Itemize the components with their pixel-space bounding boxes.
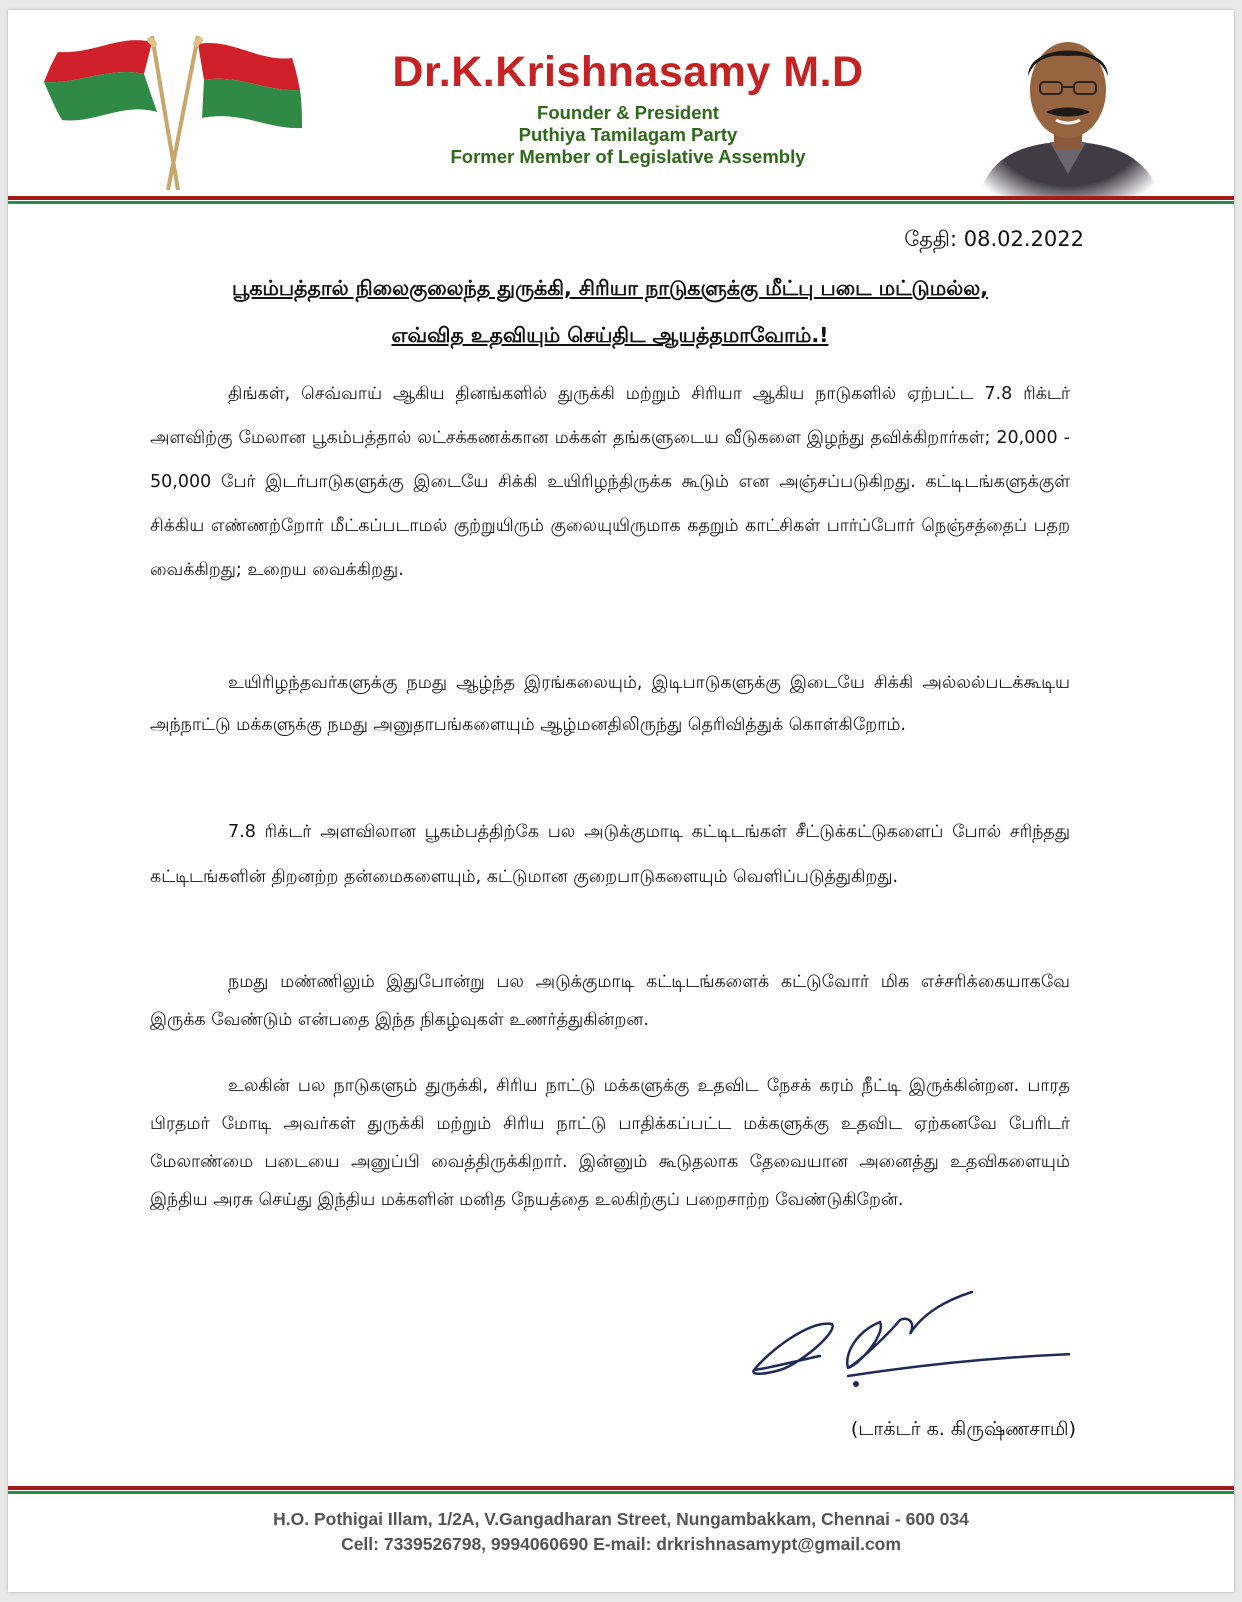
letterhead-party: Puthiya Tamilagam Party [518, 124, 738, 145]
footer-rule-green [8, 1491, 1234, 1494]
portrait-icon [968, 24, 1168, 200]
paragraph-3: 7.8 ரிக்டர் அளவிலான பூகம்பத்திற்கே பல அடுக்குமாடி கட்டிடங்கள் சீட்டுக்கட்டுகளைப் போல் சரிந்தது கட்டிடங்களின் திறனற்ற தன்மைகளையும், கட்டுமான குறைபாடுகளையும் வெளிப்படுத்துகிறது. [150, 822, 1070, 887]
footer-contact: Cell: 7339526798, 9994060690 E-mail: drkrishnasamypt@gmail.com [341, 1534, 901, 1554]
header-rule-red [8, 196, 1234, 200]
letter-title [130, 265, 1090, 359]
signer-name: (டாக்டர் க. கிருஷ்ணசாமி) [850, 1418, 1076, 1440]
letter-title-line-2: எவ்வித உதவியும் செய்திட ஆயத்தமாவோம்.! [391, 323, 829, 347]
paragraph-1: திங்கள், செவ்வாய் ஆகிய தினங்களில் துருக்கி மற்றும் சிரியா ஆகிய நாடுகளில் ஏற்பட்ட 7.8 ரிக்டர் அளவிற்கு மேலான பூகம்பத்தால் லட்சக்கணக்கான மக்கள் தங்களுடைய வீடுகளை இழந்து தவிக்கிறார்கள்; 20,000 - 50,000 பேர் இடர்பாடுகளுக்கு இடையே சிக்கி உயிரிழந்திருக்க கூடும் என அஞ்சப்படுகிறது. கட்டிடங்களுக்குள் சிக்கிய எண்ணற்றோர் மீட்கப்படாமல் குற்றுயிரும் குலையுயிருமாக கதறும் காட்சிகள் பார்ப்போர் நெஞ்சத்தைப் பதற வைக்கிறது; உறைய வைக்கிறது. [150, 384, 1070, 580]
letter-date: தேதி: 08.02.2022 [904, 227, 1084, 251]
letterhead-role: Founder & President [537, 102, 719, 123]
paragraph-5: உலகின் பல நாடுகளும் துருக்கி, சிரிய நாட்டு மக்களுக்கு உதவிட நேசக் கரம் நீட்டி இருக்கின்றன. பாரத பிரதமர் மோடி அவர்கள் துருக்கி மற்றும் சிரிய நாட்டு பாதிக்கப்பட்ட மக்களுக்கு உதவிட ஏற்கனவே பேரிடர் மேலாண்மை படையை அனுப்பி வைத்திருக்கிறார். இன்னும் கூடுதலாக தேவையான அனைத்து உதவிகளையும் இந்திய அரசு செய்து இந்திய மக்களின் மனித நேயத்தை உலகிற்குப் பறைசாற்ற வேண்டுகிறேன். [150, 1076, 1070, 1210]
signature-icon [740, 1272, 1070, 1402]
letterhead-former-role: Former Member of Legislative Assembly [450, 146, 806, 167]
paragraph-4: நமது மண்ணிலும் இதுபோன்று பல அடுக்குமாடி கட்டிடங்களைக் கட்டுவோர் மிக எச்சரிக்கையாகவே இருக்க வேண்டும் என்பதை இந்த நிகழ்வுகள் உணர்த்துகின்றன. [150, 972, 1070, 1030]
paragraph-2: உயிரிழந்தவர்களுக்கு நமது ஆழ்ந்த இரங்கலையும், இடிபாடுகளுக்கு இடையே சிக்கி அல்லல்படக்கூடிய அந்நாட்டு மக்களுக்கு நமது அனுதாபங்களையும் ஆழ்மனதிலிருந்து தெரிவித்துக் கொள்கிறோம். [150, 673, 1070, 735]
letterhead-name: Dr.K.Krishnasamy M.D [392, 48, 864, 96]
letter-title-line-1: பூகம்பத்தால் நிலைகுலைந்த துருக்கி, சிரியா நாடுகளுக்கு மீட்பு படை மட்டுமல்ல, [231, 276, 989, 300]
letterhead-page [8, 10, 1234, 1592]
footer-address: H.O. Pothigai Illam, 1/2A, V.Gangadharan Street, Nungambakkam, Chennai - 600 034 [273, 1509, 969, 1529]
party-flags-icon [40, 32, 310, 192]
footer-rule-red [8, 1486, 1234, 1490]
header-rule-green [8, 201, 1234, 204]
